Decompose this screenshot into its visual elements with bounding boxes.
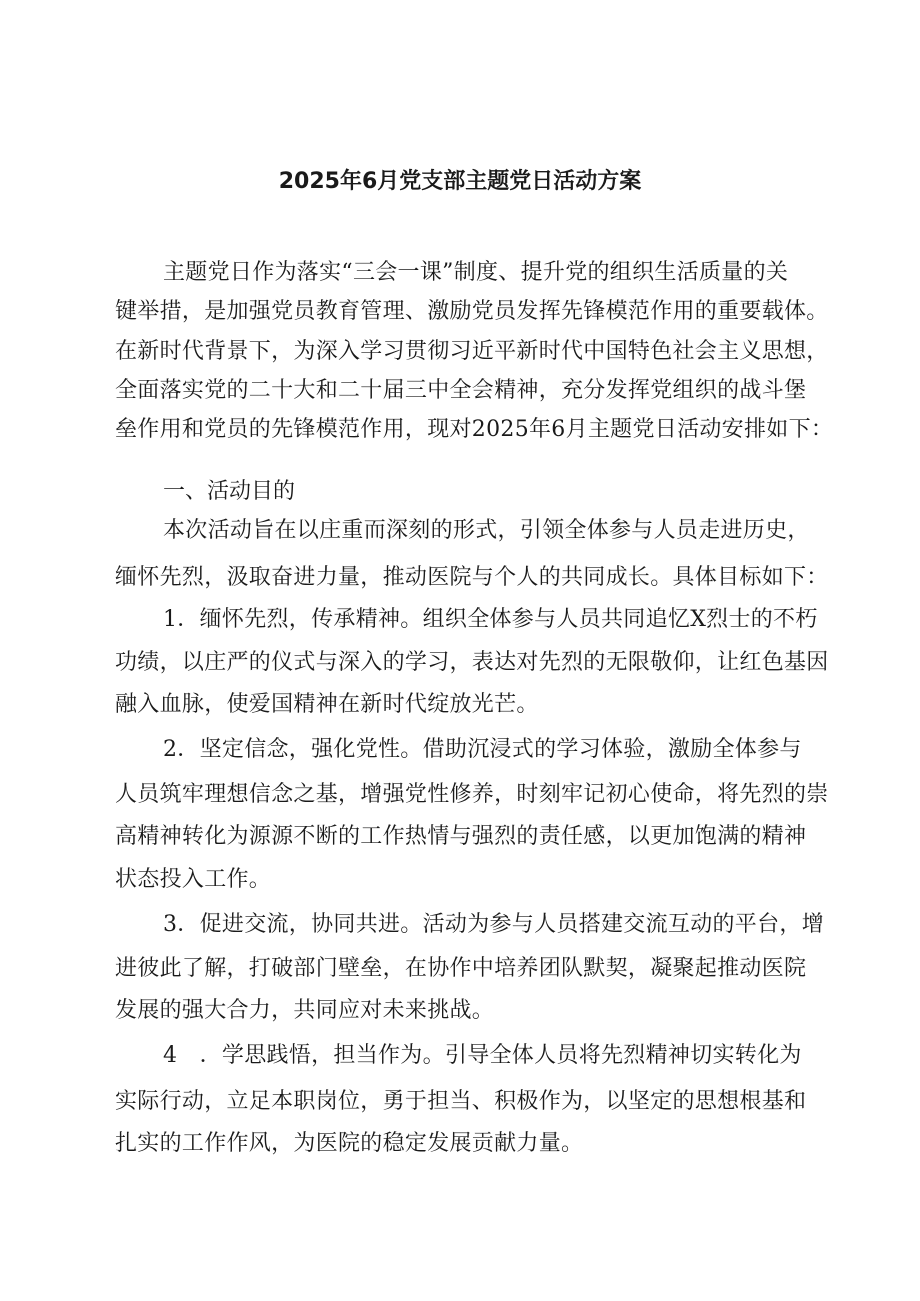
list-item-line: 扎实的工作作风，为医院的稳定发展贡献力量。 xyxy=(115,1131,584,1156)
list-item-line: 发展的强大合力，共同应对未来挑战。 xyxy=(115,998,495,1023)
list-item-line: 实际行动，立足本职岗位，勇于担当、积极作为，以坚定的思想根基和 xyxy=(115,1089,807,1114)
list-item-line: 融入血脉，使爱国精神在新时代绽放光芒。 xyxy=(115,692,539,717)
list-item-line: 功绩，以庄严的仪式与深入的学习，表达对先烈的无限敬仰，让红色基因 xyxy=(115,650,829,675)
list-item-line: 3．促进交流，协同共进。活动为参与人员搭建交流互动的平台，增 xyxy=(163,912,824,937)
paragraph-line: 全面落实党的二十大和二十届三中全会精神，充分发挥党组织的战斗堡 xyxy=(115,378,807,403)
paragraph-line: 本次活动旨在以庄重而深刻的形式，引领全体参与人员走进历史， xyxy=(163,518,810,543)
list-item-line: 状态投入工作。 xyxy=(115,867,272,892)
list-item-line: 人员筑牢理想信念之基，增强党性修养，时刻牢记初心使命，将先烈的崇 xyxy=(115,782,829,807)
list-item-line: 高精神转化为源源不断的工作热情与强烈的责任感，以更加饱满的精神 xyxy=(115,824,807,849)
document-title: 2025年6月党支部主题党日活动方案 xyxy=(278,169,642,194)
list-item-line: 进彼此了解，打破部门壁垒，在协作中培养团队默契，凝聚起推动医院 xyxy=(115,956,807,981)
list-item-line: 4 ．学思践悟，担当作为。引导全体人员将先烈精神切实转化为 xyxy=(163,1043,802,1068)
paragraph-line: 主题党日作为落实“三会一课”制度、提升党的组织生活质量的关 xyxy=(163,260,789,285)
paragraph-line: 在新时代背景下，为深入学习贯彻习近平新时代中国特色社会主义思想， xyxy=(115,339,829,364)
paragraph-line: 垒作用和党员的先锋模范作用，现对2025年6月主题党日活动安排如下： xyxy=(115,417,834,442)
section-heading: 一、活动目的 xyxy=(163,479,296,504)
list-item-line: 2．坚定信念，强化党性。借助沉浸式的学习体验，激励全体参与 xyxy=(163,737,802,762)
paragraph-line: 键举措，是加强党员教育管理、激励党员发挥先锋模范作用的重要载体。 xyxy=(115,299,829,324)
list-item-line: 1．缅怀先烈，传承精神。组织全体参与人员共同追忆X烈士的不朽 xyxy=(163,607,818,632)
paragraph-line: 缅怀先烈，汲取奋进力量，推动医院与个人的共同成长。具体目标如下： xyxy=(115,565,829,590)
